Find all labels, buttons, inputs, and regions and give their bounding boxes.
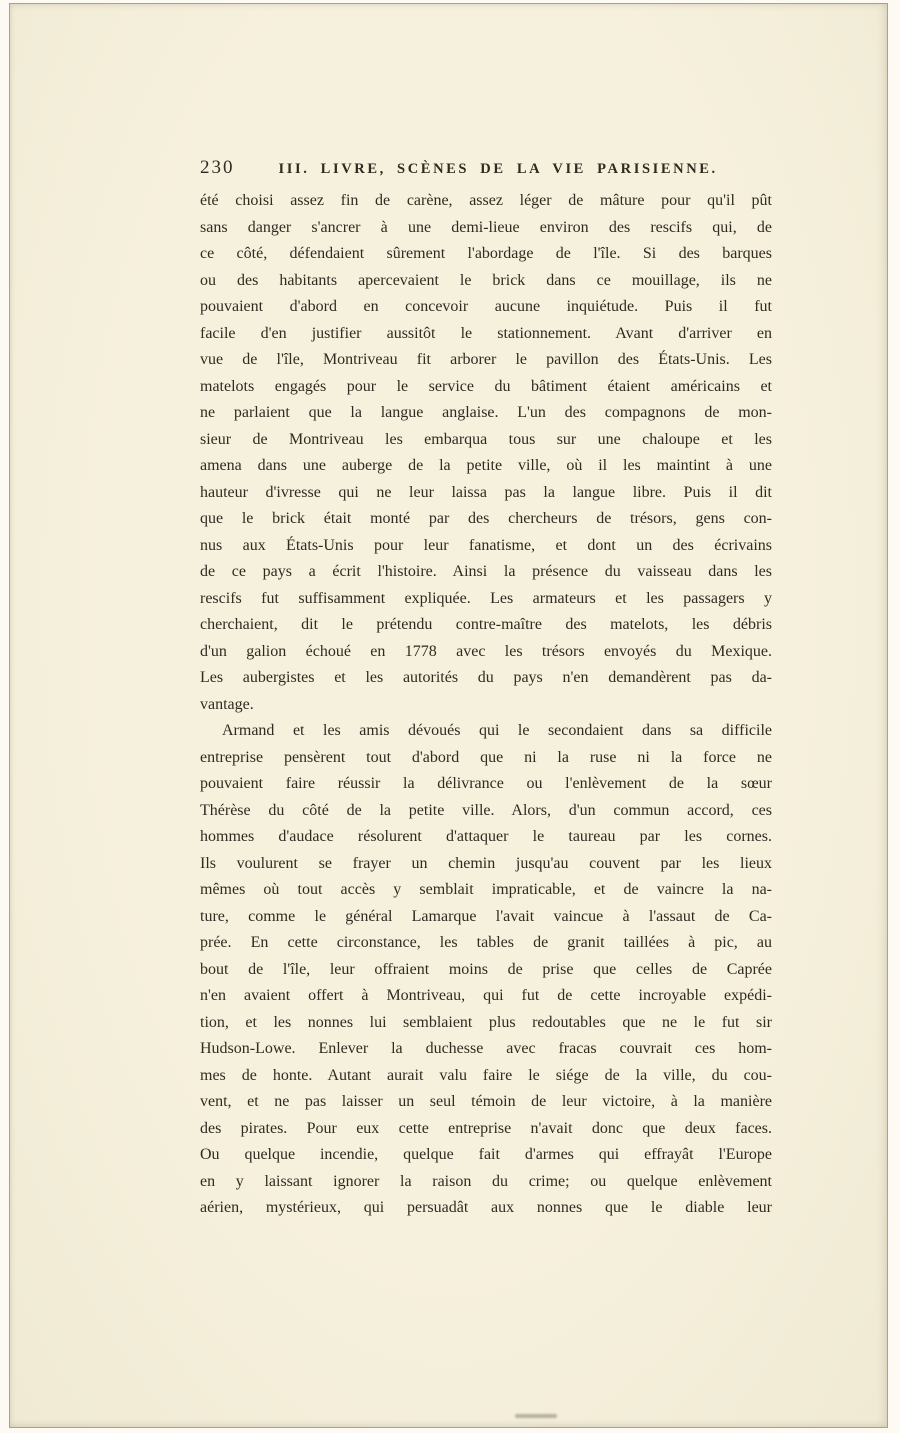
text-column [200, 157, 772, 1222]
page-body [200, 188, 772, 1222]
text-line: ne parlaient que la langue anglaise. L'un des compagnons de mon- [200, 404, 772, 421]
text-line: Thérèse du côté de la petite ville. Alors, d'un commun accord, ces [200, 801, 772, 819]
text-line: Ou quelque incendie, quelque fait d'armes qui effrayât l'Europe [200, 1146, 772, 1163]
text-line: d'un galion échoué en 1778 avec les trésors envoyés du Mexique. [200, 642, 772, 660]
text-line: ce côté, défendaient sûrement l'abordage de l'île. Si des barques [200, 245, 772, 262]
text-line: matelots engagés pour le service du bâtiment étaient américains et [200, 377, 772, 395]
text-line: rescifs fut suffisamment expliquée. Les armateurs et les passagers y [200, 589, 772, 607]
text-line: mes de honte. Autant aurait valu faire le siége de la ville, du cou- [200, 1066, 772, 1084]
text-line: Ils voulurent se frayer un chemin jusqu'au couvent par les lieux [200, 854, 772, 872]
text-line: pouvaient d'abord en concevoir aucune inquiétude. Puis il fut [200, 298, 772, 315]
text-line: facile d'en justifier aussitôt le stationnement. Avant d'arriver en [200, 324, 772, 342]
text-line: sieur de Montriveau les embarqua tous sur une chaloupe et les [200, 430, 772, 448]
text-line: ture, comme le général Lamarque l'avait vaincue à l'assaut de Ca- [200, 907, 772, 925]
text-line: de ce pays a écrit l'histoire. Ainsi la présence du vaisseau dans les [200, 563, 772, 580]
text-line: mêmes où tout accès y semblait impraticable, et de vaincre la na- [200, 881, 772, 898]
text-line: prée. En cette circonstance, les tables de granit taillées à pic, au [200, 934, 772, 951]
text-line: été choisi assez fin de carène, assez léger de mâture pour qu'il pût [200, 192, 772, 209]
text-line: hauteur d'ivresse qui ne leur laissa pas la langue libre. Puis il dit [200, 483, 772, 501]
page-number: 230 [200, 157, 235, 178]
text-line: bout de l'île, leur offraient moins de prise que celles de Caprée [200, 960, 772, 978]
text-line: tion, et les nonnes lui semblaient plus redoutables que ne le fut sir [200, 1013, 772, 1031]
text-line: vent, et ne pas laisser un seul témoin de leur victoire, à la manière [200, 1093, 772, 1110]
text-line: Les aubergistes et les autorités du pays n'en demandèrent pas da- [200, 669, 772, 686]
text-line: vantage. [200, 695, 254, 713]
running-title: III. LIVRE, SCÈNES DE LA VIE PARISIENNE. [278, 161, 718, 177]
text-line: que le brick était monté par des chercheurs de trésors, gens con- [200, 510, 772, 527]
text-line: amena dans une auberge de la petite ville, où il les maintint à une [200, 457, 772, 474]
text-line: vue de l'île, Montriveau fit arborer le pavillon des États-Unis. Les [200, 351, 772, 368]
text-line: des pirates. Pour eux cette entreprise n'avait donc que deux faces. [200, 1119, 772, 1137]
scan-smudge [515, 1414, 557, 1418]
page-header [200, 157, 772, 179]
text-line: cherchaient, dit le prétendu contre-maître des matelots, les débris [200, 616, 772, 633]
text-line: Hudson-Lowe. Enlever la duchesse avec fracas couvrait ces hom- [200, 1040, 772, 1057]
text-line: hommes d'audace résolurent d'attaquer le taureau par les cornes. [200, 828, 772, 845]
text-line: sans danger s'ancrer à une demi-lieue environ des rescifs qui, de [200, 218, 772, 236]
text-line: en y laissant ignorer la raison du crime; ou quelque enlèvement [200, 1172, 772, 1190]
text-line: Armand et les amis dévoués qui le secondaient dans sa difficile [222, 722, 772, 739]
text-line: ou des habitants apercevaient le brick dans ce mouillage, ils ne [200, 271, 772, 289]
text-line: aérien, mystérieux, qui persuadât aux nonnes que le diable leur [200, 1199, 772, 1216]
text-line: pouvaient faire réussir la délivrance ou l'enlèvement de la sœur [200, 775, 772, 792]
text-line: entreprise pensèrent tout d'abord que ni la ruse ni la force ne [200, 748, 772, 766]
text-line: n'en avaient offert à Montriveau, qui fut de cette incroyable expédi- [200, 987, 772, 1004]
text-line: nus aux États-Unis pour leur fanatisme, et dont un des écrivains [200, 536, 772, 554]
